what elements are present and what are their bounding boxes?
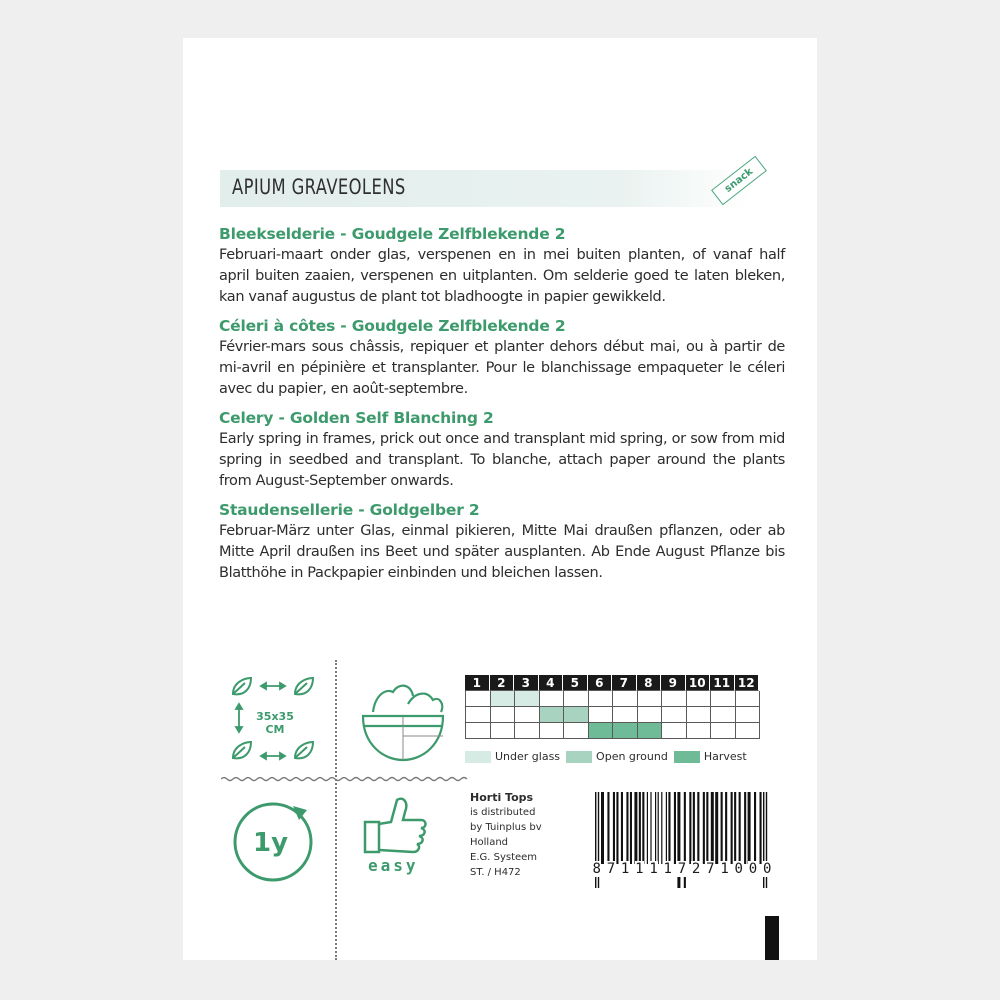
calendar-cell — [638, 723, 663, 739]
calendar-cell — [515, 723, 540, 739]
barcode-bar — [674, 792, 676, 864]
section-title: Staudensellerie - Goldgelber 2 — [219, 501, 480, 519]
legend-item — [674, 750, 747, 763]
barcode-bar — [731, 792, 733, 864]
calendar-grid — [465, 691, 760, 739]
barcode-digit: 1 — [649, 861, 658, 877]
lifecycle-label: 1y — [253, 828, 289, 858]
legend-label: Under glass — [495, 750, 561, 763]
calendar-cell — [515, 691, 540, 707]
barcode-digit: 0 — [734, 861, 743, 877]
distributor-line: ST. / H472 — [470, 867, 521, 878]
cut-mark — [765, 916, 779, 960]
calendar-cell — [662, 691, 687, 707]
barcode-bar — [748, 792, 751, 864]
legend-item — [566, 750, 668, 763]
barcode-digit: 8 — [592, 861, 601, 877]
distributor-info — [470, 790, 542, 880]
calendar-cell — [687, 691, 712, 707]
calendar-month-4: 4 — [539, 675, 564, 691]
calendar-cell — [540, 707, 565, 723]
calendar-cell — [736, 707, 761, 723]
barcode-bar — [739, 792, 741, 864]
snack-badge: snack — [711, 156, 767, 205]
calendar-cell — [491, 723, 516, 739]
distributor-line: is distributed — [470, 807, 536, 818]
barcode-digit: 1 — [720, 861, 729, 877]
section-french — [219, 316, 785, 400]
barcode-bar — [693, 792, 695, 864]
calendar-month-9: 9 — [661, 675, 686, 691]
section-text: Februar-März unter Glas, einmal pikieren, Mitte Mai draußen pflanzen, oder ab Mitte April draußen ins Beet und später ausplanten. Ab Ende August Pflanze bis Blatthöhe in Packpapier einbinden und bleichen lassen. — [219, 523, 785, 581]
section-english — [219, 408, 785, 492]
salad-bowl-icon — [353, 674, 453, 768]
thumbs-up-icon — [361, 794, 431, 856]
calendar-month-6: 6 — [588, 675, 613, 691]
barcode-bar — [607, 792, 609, 864]
plant-spacing-label: 35x35 CM — [256, 710, 294, 736]
barcode-bar — [734, 792, 736, 864]
section-title: Céleri à côtes - Goudgele Zelfblekende 2 — [219, 317, 566, 335]
calendar-cell — [662, 707, 687, 723]
legend-swatch — [674, 751, 700, 763]
barcode-bar — [706, 792, 708, 864]
calendar-cell — [564, 707, 589, 723]
barcode-digit: 1 — [663, 861, 672, 877]
barcode-digit: 7 — [706, 861, 715, 877]
calendar-month-12: 12 — [735, 675, 760, 691]
barcode-bar — [711, 792, 714, 864]
barcode-bar — [613, 792, 615, 864]
barcode-bar — [626, 792, 628, 864]
calendar-cell — [564, 723, 589, 739]
icon-divider-horizontal — [221, 776, 471, 782]
barcode-bar — [689, 792, 691, 864]
calendar-cell — [711, 707, 736, 723]
barcode-digit: 7 — [677, 861, 687, 877]
calendar-cell — [613, 707, 638, 723]
barcode-bar — [650, 792, 651, 864]
barcode-bar — [666, 792, 667, 864]
barcode-digit: 2 — [691, 861, 701, 877]
barcode-digit: 0 — [748, 861, 758, 877]
calendar-month-7: 7 — [612, 675, 637, 691]
calendar-month-11: 11 — [710, 675, 735, 691]
calendar-cell — [491, 691, 516, 707]
calendar-cell — [687, 707, 712, 723]
barcode-bar — [639, 792, 641, 864]
barcode-bar — [744, 792, 746, 864]
section-german — [219, 500, 785, 584]
section-title: Bleekselderie - Goudgele Zelfblekende 2 — [219, 225, 566, 243]
calendar-month-1: 1 — [465, 675, 490, 691]
section-text: Early spring in frames, prick out once and transplant mid spring, or sow from mid spring in seedbed and transplant. To blanche, attach paper around the plants from August-September onwards. — [219, 431, 785, 489]
calendar-cell — [466, 707, 491, 723]
distributor-line: Holland — [470, 837, 509, 848]
calendar-cell — [613, 691, 638, 707]
legend-swatch — [465, 751, 491, 763]
calendar-row — [466, 707, 760, 723]
barcode-bar — [697, 792, 699, 864]
section-text: Februari-maart onder glas, verspenen en in mei buiten planten, of vanaf half april buiten zaaien, verspenen en uitplanten. Om selderie goed te laten bleken, kan vanaf augustus de plant tot bladhoogte in papier gewikkeld. — [219, 247, 785, 305]
calendar-cell — [736, 691, 761, 707]
calendar-cell — [466, 691, 491, 707]
barcode-bar — [725, 792, 727, 864]
section-title: Celery - Golden Self Blanching 2 — [219, 409, 494, 427]
calendar-cell — [540, 691, 565, 707]
barcode-bar — [715, 792, 718, 864]
calendar-month-2: 2 — [490, 675, 515, 691]
barcode-bar — [634, 792, 637, 864]
barcode-bar — [661, 792, 662, 864]
brand-name: Horti Tops — [470, 791, 534, 804]
legend-label: Open ground — [596, 750, 668, 763]
calendar-cell — [466, 723, 491, 739]
distributor-line: by Tuinplus bv — [470, 822, 542, 833]
barcode-bar — [760, 792, 762, 864]
calendar-row — [466, 691, 760, 707]
icon-divider-vertical — [335, 660, 337, 960]
barcode-bar — [658, 792, 659, 864]
barcode-digit: 0 — [762, 861, 772, 877]
difficulty-label: easy — [368, 856, 419, 875]
barcode-digit: 7 — [606, 861, 616, 877]
sowing-instructions — [219, 224, 785, 592]
latin-name-banner — [220, 170, 750, 207]
calendar-cell — [589, 723, 614, 739]
barcode-digit: 1 — [620, 861, 630, 877]
calendar-month-5: 5 — [563, 675, 588, 691]
section-text: Février-mars sous châssis, repiquer et planter dehors début mai, ou à partir de mi-avril en pépinière et transplanter. Pour le blanchissage empaqueter le céleri avec du papier, en août-septembre. — [219, 339, 785, 397]
barcode-number — [592, 861, 772, 877]
calendar-cell — [613, 723, 638, 739]
barcode-bar — [642, 792, 644, 864]
seed-packet-back — [183, 38, 817, 960]
barcode-digit: 1 — [635, 861, 644, 877]
barcode-bar — [621, 792, 623, 864]
barcode-bar — [616, 792, 618, 864]
calendar-cell — [564, 691, 589, 707]
calendar-cell — [687, 723, 712, 739]
calendar-month-3: 3 — [514, 675, 539, 691]
calendar-cell — [638, 691, 663, 707]
calendar-month-10: 10 — [686, 675, 711, 691]
section-dutch — [219, 224, 785, 308]
barcode-bar — [703, 792, 705, 864]
barcode-bar — [668, 792, 670, 864]
calendar-cell — [589, 707, 614, 723]
calendar-cell — [736, 723, 761, 739]
calendar-cell — [662, 723, 687, 739]
legend-label: Harvest — [703, 750, 747, 763]
legend-swatch — [566, 751, 592, 763]
calendar-cell — [540, 723, 565, 739]
barcode-bar — [655, 792, 656, 864]
barcode-bar — [754, 792, 756, 864]
legend-item — [465, 750, 560, 763]
calendar-cell — [638, 707, 663, 723]
calendar-cell — [491, 707, 516, 723]
barcode-bar — [630, 792, 632, 864]
distributor-line: E.G. Systeem — [470, 852, 538, 863]
barcode-bar — [721, 792, 723, 864]
calendar-month-header — [465, 675, 760, 691]
calendar-cell — [711, 691, 736, 707]
barcode-bar — [601, 792, 604, 864]
calendar-cell — [589, 691, 614, 707]
calendar-cell — [515, 707, 540, 723]
calendar-month-8: 8 — [637, 675, 662, 691]
calendar-row — [466, 723, 760, 739]
sowing-calendar — [465, 675, 760, 739]
latin-name: APIUM GRAVEOLENS — [232, 175, 406, 199]
calendar-cell — [711, 723, 736, 739]
calendar-legend — [465, 750, 753, 763]
barcode-bar — [647, 792, 648, 864]
